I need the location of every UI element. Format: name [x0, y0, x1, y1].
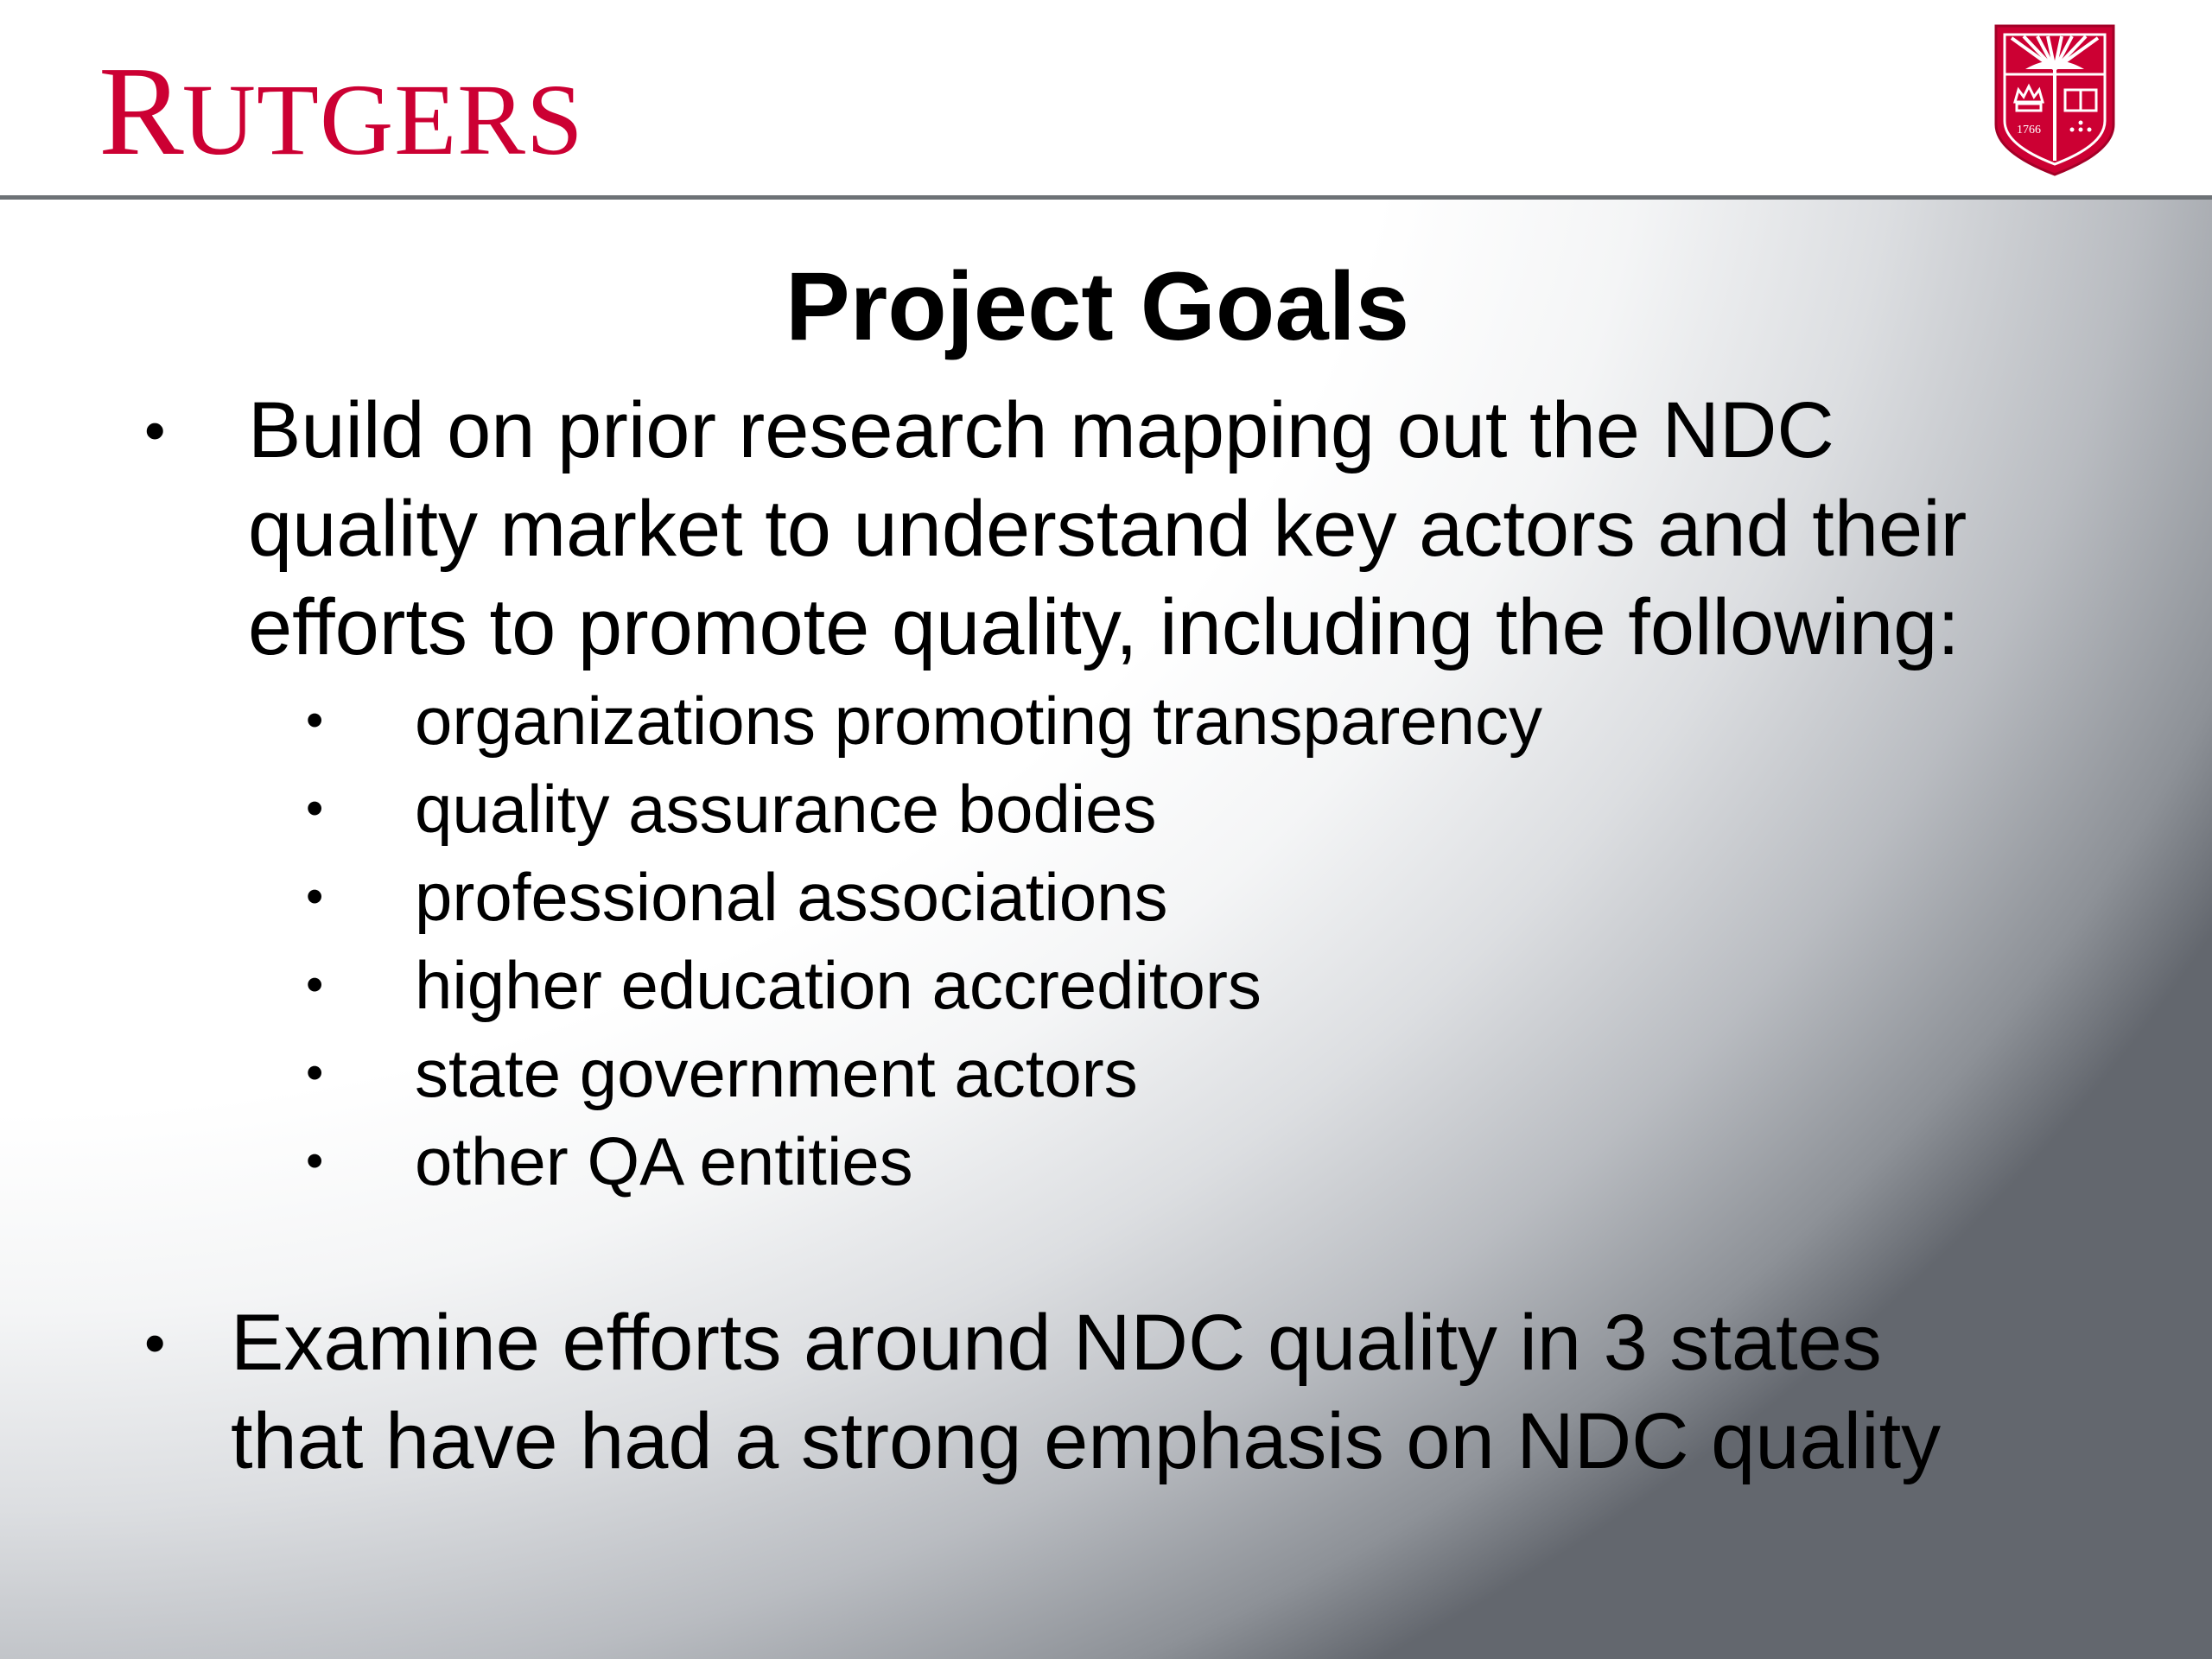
sub-item-text: organizations promoting transparency: [415, 683, 1543, 759]
bullet-icon: •: [306, 780, 324, 836]
bullet-icon: •: [306, 1045, 324, 1101]
goal-line: that have had a strong emphasis on NDC quality: [231, 1397, 1942, 1485]
goal-item-1: [144, 381, 1967, 1205]
logo-initial: R: [99, 41, 182, 182]
sub-item-text: other QA entities: [415, 1123, 913, 1199]
goal-list-1: [144, 381, 1967, 1205]
rutgers-wordmark-logo: [99, 38, 584, 194]
goal-sub-list: [306, 677, 1967, 1205]
sub-item-text: state government actors: [415, 1035, 1138, 1111]
bullet-icon: •: [306, 868, 324, 925]
goal-line: Build on prior research mapping out the NDC: [248, 386, 1834, 474]
goal-item-2: [144, 1294, 1942, 1491]
rutgers-shield-icon: [1993, 22, 2117, 178]
goal-list-2: [144, 1294, 1942, 1491]
sub-item-text: professional associations: [415, 859, 1168, 935]
slide-title: Project Goals: [785, 252, 1410, 360]
goal-line: quality market to understand key actors and their: [248, 485, 1967, 573]
bullet-icon: •: [306, 957, 324, 1013]
sub-item-text: quality assurance bodies: [415, 771, 1157, 847]
sub-item: [306, 765, 1967, 853]
sub-item: [306, 941, 1967, 1029]
logo-rest: UTGERS: [181, 63, 584, 176]
sub-item-text: higher education accreditors: [415, 947, 1262, 1023]
sub-item: [306, 853, 1967, 941]
goal-line: efforts to promote quality, including the following:: [248, 583, 1960, 671]
header-divider: [0, 195, 2212, 200]
slide-header: [0, 0, 2212, 197]
sub-item: [306, 677, 1967, 765]
bullet-icon: •: [144, 1309, 166, 1376]
goal-line: Examine efforts around NDC quality in 3 states: [231, 1299, 1882, 1387]
sub-item: [306, 1117, 1967, 1205]
bullet-icon: •: [306, 692, 324, 748]
sub-item: [306, 1029, 1967, 1117]
seal-year: 1766: [2017, 124, 2041, 137]
bullet-icon: •: [306, 1133, 324, 1189]
bullet-icon: •: [144, 397, 166, 464]
